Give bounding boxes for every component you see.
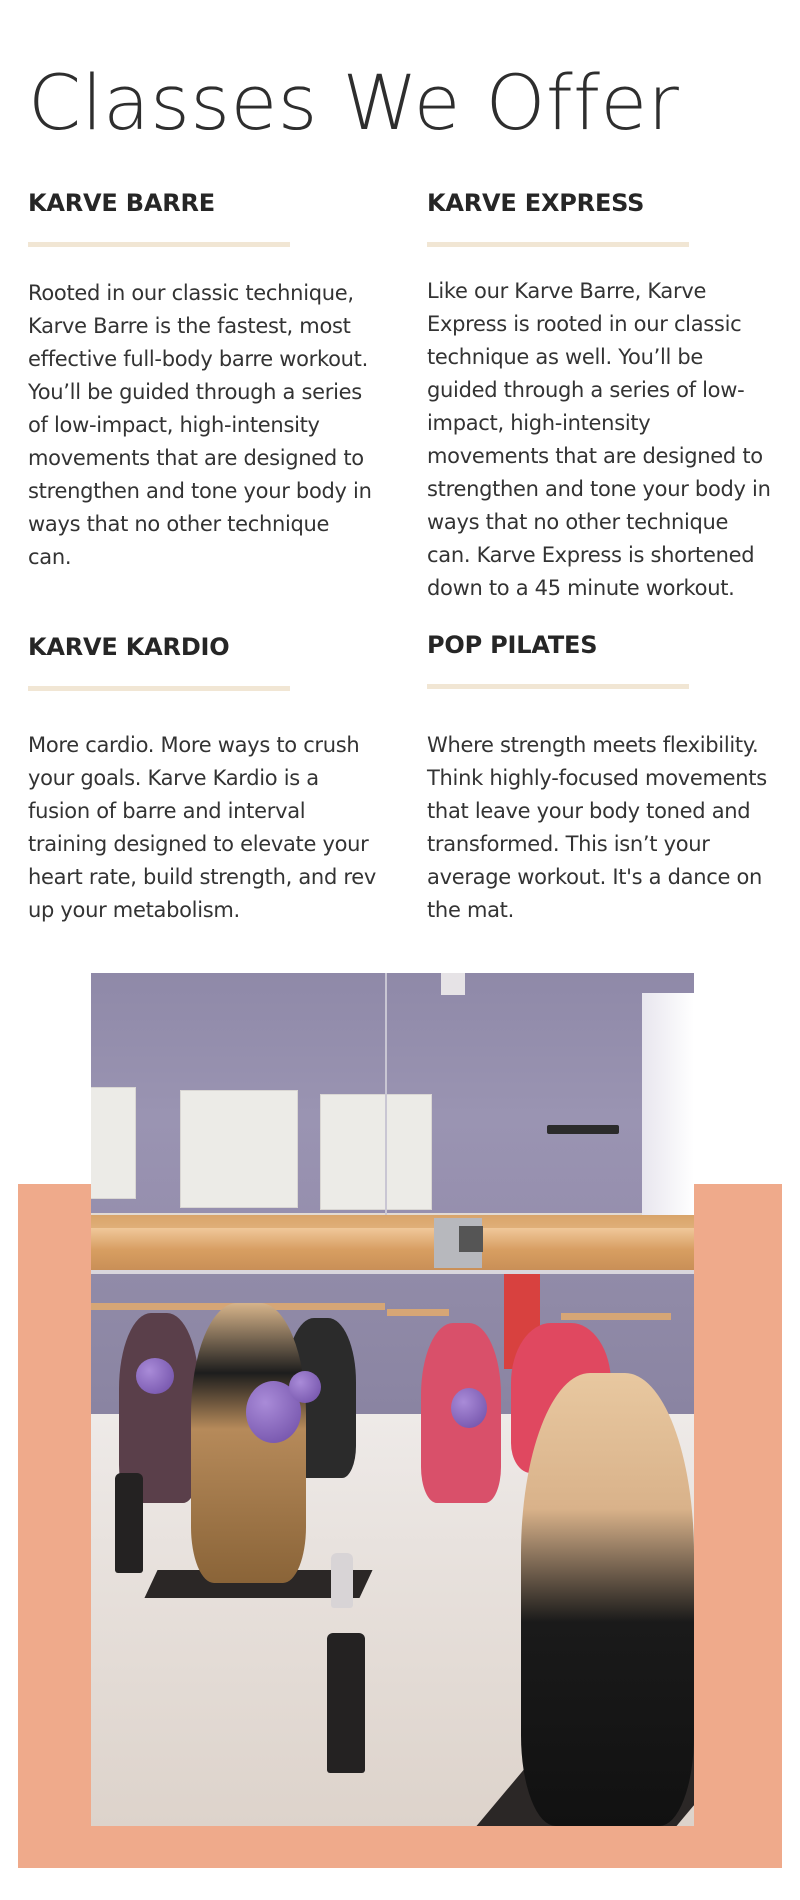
class-title: POP PILATES: [427, 631, 598, 659]
divider: [28, 686, 290, 691]
class-description: Where strength meets flexibility. Think highly-focused movements that leave your body toned and transformed. This isn’t your average workout. It's a dance on the mat.: [427, 733, 767, 922]
class-card-karve-kardio: [28, 633, 378, 927]
photo-water-bottle: [115, 1473, 143, 1573]
photo-instructor: [191, 1303, 306, 1583]
divider: [427, 242, 689, 247]
photo-foreground-person: [521, 1373, 694, 1826]
photo-poster: [321, 1095, 431, 1209]
photo-pilates-ball: [136, 1358, 174, 1394]
photo-wall-hook: [547, 1125, 619, 1134]
photo-speaker: [441, 973, 465, 995]
photo-window: [642, 993, 694, 1253]
photo-reflected-barre: [387, 1309, 449, 1316]
photo-water-bottle: [331, 1553, 353, 1608]
photo-poster: [91, 1088, 135, 1198]
studio-class-photo: [91, 973, 694, 1826]
class-card-karve-barre: [28, 189, 378, 574]
class-description: Like our Karve Barre, Karve Express is rooted in our classic technique as well. You’ll be guided through a series of low-impact, high-intensity movements that are designed to strengthen and tone your body in ways that no other technique can. Karve Express is shortened down to a 45 minute workout.: [427, 279, 771, 600]
photo-pilates-ball: [451, 1388, 487, 1428]
page-title: Classes We Offer: [28, 58, 680, 147]
photo-reflected-barre: [561, 1313, 671, 1320]
class-description: More cardio. More ways to crush your goals. Karve Kardio is a fusion of barre and interval training designed to elevate your heart rate, build strength, and rev up your metabolism.: [28, 733, 376, 922]
photo-pilates-ball: [289, 1371, 321, 1403]
class-title: KARVE KARDIO: [28, 633, 230, 661]
class-card-pop-pilates: [427, 631, 777, 927]
class-title: KARVE BARRE: [28, 189, 215, 217]
class-card-karve-express: [427, 189, 777, 605]
divider: [28, 242, 290, 247]
photo-barre-collar: [459, 1226, 483, 1252]
photo-poster: [181, 1091, 297, 1207]
divider: [427, 684, 689, 689]
photo-water-bottle: [327, 1633, 365, 1773]
photo-barre-rail: [91, 1228, 694, 1250]
class-description: Rooted in our classic technique, Karve Barre is the fastest, most effective full-body barre workout. You’ll be guided through a series of low-impact, high-intensity movements that are designed to strengthen and tone your body in ways that no other technique can.: [28, 281, 372, 569]
class-title: KARVE EXPRESS: [427, 189, 645, 217]
